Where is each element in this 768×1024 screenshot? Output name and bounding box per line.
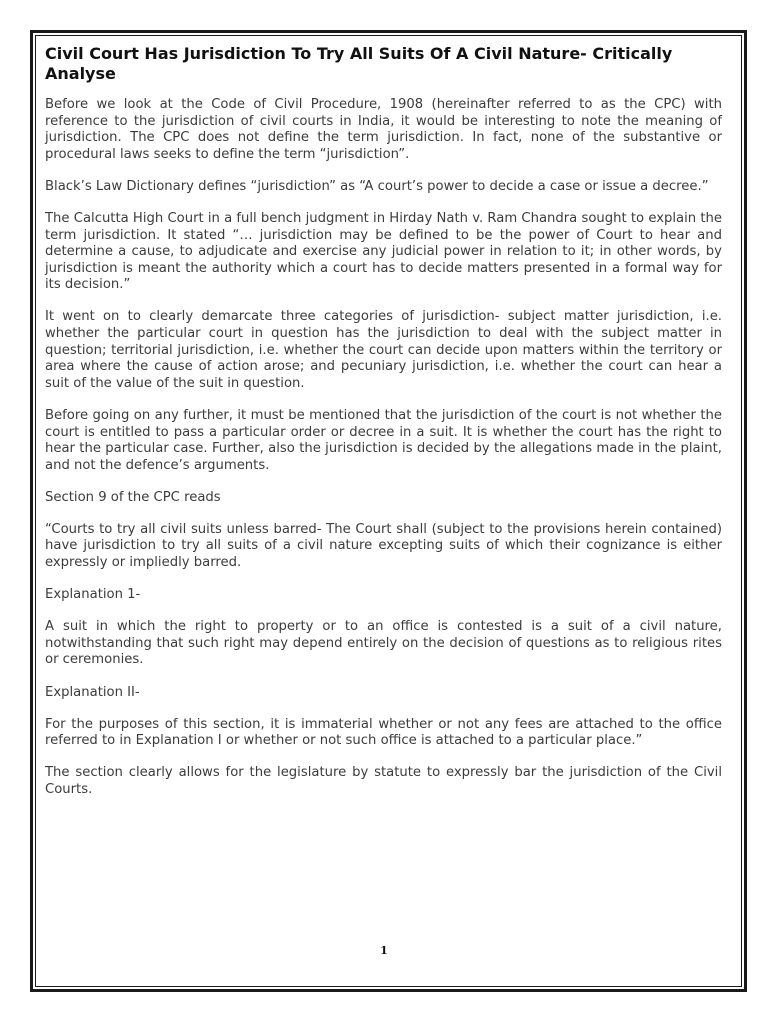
paragraph-section-9-quote: “Courts to try all civil suits unless barred- The Court shall (subject to the provisions herein contained) have jurisdiction to try all suits of a civil nature excepting suits of which their cognizance is either expressly or impliedly barred. bbox=[45, 521, 722, 571]
paragraph-explanation-2-text: For the purposes of this section, it is immaterial whether or not any fees are attached to the office referred to in Explanation I or whether or not such office is attached to a particular place.” bbox=[45, 716, 722, 749]
paragraph-categories: It went on to clearly demarcate three categories of jurisdiction- subject matter jurisdiction, i.e. whether the particular court in question has the jurisdiction to deal with the subject matter in question; territorial jurisdiction, i.e. whether the court can decide upon matters within the territory or area where the cause of action arose; and pecuniary jurisdiction, i.e. whether the court can hear a suit of the value of the suit in question. bbox=[45, 309, 722, 391]
paragraph-section-9-intro: Section 9 of the CPC reads bbox=[45, 489, 221, 505]
paragraph-intro: Before we look at the Code of Civil Procedure, 1908 (hereinafter referred to as the CPC) with reference to the jurisdiction of civil courts in India, it would be interesting to note the meaning of jurisdiction. The CPC does not define the term jurisdiction. In fact, none of the substantive or procedural laws seeks to define the term “jurisdiction”. bbox=[45, 97, 722, 162]
paragraph-explanation-1-heading: Explanation 1- bbox=[45, 587, 141, 603]
paragraph-calcutta-high-court: The Calcutta High Court in a full bench judgment in Hirday Nath v. Ram Chandra sought to explain the term jurisdiction. It stated “… jurisdiction may be defined to be the power of Court to hear and determine a cause, to adjudicate and exercise any judicial power in relation to it; in other words, by jurisdiction is meant the authority which a court has to decide matters presented in a formal way for its decision.” bbox=[45, 210, 722, 293]
document-body bbox=[45, 44, 722, 814]
paragraph-blacks-law: Black’s Law Dictionary defines “jurisdiction” as “A court’s power to decide a case or issue a decree.” bbox=[45, 178, 709, 194]
page-number: 1 bbox=[380, 944, 388, 957]
paragraph-explanation-1-text: A suit in which the right to property or to an office is contested is a suit of a civil nature, notwithstanding that such right may depend entirely on the decision of questions as to religious rites or ceremonies. bbox=[45, 619, 722, 668]
paragraph-explanation-2-heading: Explanation II- bbox=[45, 684, 140, 700]
paragraph-conclusion: The section clearly allows for the legislature by statute to expressly bar the jurisdiction of the Civil Courts. bbox=[45, 765, 722, 797]
document-title: Civil Court Has Jurisdiction To Try All Suits Of A Civil Nature- Critically Analyse bbox=[45, 44, 673, 83]
paragraph-before-going: Before going on any further, it must be mentioned that the jurisdiction of the court is not whether the court is entitled to pass a particular order or decree in a suit. It is whether the court has the right to hear the particular case. Further, also the jurisdiction is decided by the allegations made in the plaint, and not the defence’s arguments. bbox=[45, 407, 722, 473]
